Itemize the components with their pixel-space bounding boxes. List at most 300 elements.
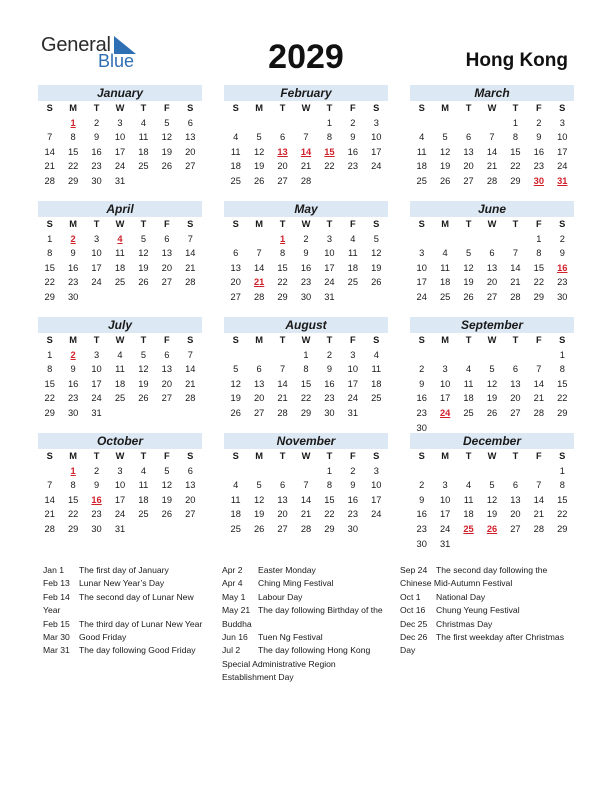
day-cell: 22 — [510, 161, 521, 172]
day-cell: 22 — [324, 161, 335, 172]
holiday-date: Mar 31 — [43, 645, 70, 656]
day-cell: 29 — [44, 291, 55, 302]
logo-blue-text: Blue — [98, 51, 135, 71]
day-cell: 14 — [185, 364, 196, 375]
weekday-header: T — [93, 103, 100, 113]
day-cell: 9 — [419, 378, 425, 389]
day-cell: 8 — [70, 132, 76, 143]
day-cell: 2 — [536, 117, 542, 128]
day-cell: 10 — [91, 364, 102, 375]
day-cell: 22 — [300, 393, 312, 404]
day-cell: 18 — [230, 509, 241, 520]
day-cell: 30 — [91, 523, 102, 534]
day-cell: 8 — [279, 248, 286, 259]
weekday-header: T — [93, 451, 100, 461]
day-cell: 10 — [371, 132, 382, 143]
holiday-name: The second day of Lunar New Year — [43, 591, 194, 616]
day-cell: 31 — [439, 538, 451, 549]
weekday-header: T — [326, 335, 333, 345]
month-title: June — [410, 201, 574, 217]
day-cell: 19 — [463, 277, 474, 288]
day-cell: 27 — [161, 393, 173, 404]
day-cell: 19 — [230, 393, 241, 404]
day-cell: 25 — [114, 393, 126, 404]
day-cell: 17 — [557, 146, 568, 157]
day-cell: 10 — [324, 248, 335, 259]
month-title: November — [224, 433, 388, 449]
day-cell: 29 — [533, 291, 545, 302]
weekday-header: S — [373, 219, 380, 229]
holiday-name: The first weekday after Christmas Day — [400, 632, 564, 656]
day-cell: 28 — [44, 175, 55, 186]
holiday-name: The day following Birthday of the Buddha — [222, 605, 383, 629]
month-days-grid — [38, 217, 202, 305]
day-cell: 3 — [442, 364, 448, 375]
day-cell: 24 — [347, 393, 359, 404]
day-cell: 2 — [559, 233, 565, 244]
empty-day-cell — [247, 464, 270, 479]
day-cell: 10 — [439, 494, 451, 505]
holiday-list-item — [222, 644, 392, 684]
day-cell: 14 — [44, 146, 55, 157]
day-cell: 19 — [439, 161, 451, 172]
day-cell: 2 — [350, 465, 356, 476]
day-cell: 21 — [300, 161, 312, 172]
day-cell: 20 — [510, 393, 521, 404]
weekday-header: S — [46, 335, 53, 345]
weekday-header: W — [301, 451, 311, 461]
holiday-name: National Day — [436, 591, 486, 602]
weekday-header: S — [187, 335, 194, 345]
month-may — [224, 201, 388, 305]
day-cell: 5 — [256, 132, 262, 143]
month-title: February — [224, 85, 388, 101]
day-cell: 11 — [463, 378, 474, 389]
weekday-header: F — [164, 103, 170, 113]
day-cell: 2 — [419, 480, 425, 491]
day-cell: 16 — [300, 262, 312, 273]
holiday-day-cell: 16 — [557, 262, 568, 273]
weekday-header: M — [69, 219, 77, 229]
day-cell: 26 — [230, 407, 241, 418]
holiday-date: May 1 — [222, 591, 246, 602]
day-cell: 4 — [373, 349, 379, 360]
day-cell: 23 — [300, 277, 312, 288]
day-cell: 13 — [277, 494, 288, 505]
holiday-name: The third day of Lunar New Year — [79, 618, 203, 629]
holiday-list-item — [222, 631, 392, 644]
weekday-header: S — [559, 335, 566, 345]
day-cell: 28 — [185, 393, 196, 404]
day-cell: 29 — [277, 291, 288, 302]
day-cell: 12 — [230, 378, 241, 389]
holiday-date: Mar 30 — [43, 632, 70, 643]
holiday-day-cell: 31 — [557, 175, 568, 186]
day-cell: 14 — [44, 494, 55, 505]
day-cell: 18 — [463, 393, 474, 404]
day-cell: 16 — [347, 494, 359, 505]
weekday-header: F — [350, 219, 356, 229]
holiday-day-cell: 1 — [70, 465, 76, 476]
weekday-header: M — [255, 451, 263, 461]
day-cell: 19 — [138, 262, 149, 273]
empty-day-cell — [224, 348, 247, 363]
empty-day-cell — [504, 464, 527, 479]
empty-day-cell — [294, 116, 317, 131]
day-cell: 1 — [536, 233, 542, 244]
empty-day-cell — [38, 464, 61, 479]
weekday-header: T — [279, 219, 286, 229]
day-cell: 19 — [253, 161, 265, 172]
day-cell: 4 — [419, 132, 425, 143]
month-february — [224, 85, 388, 189]
weekday-header: T — [140, 219, 147, 229]
day-cell: 7 — [303, 480, 309, 491]
weekday-header: M — [441, 219, 449, 229]
day-cell: 14 — [185, 248, 196, 259]
weekday-header: W — [301, 335, 311, 345]
empty-day-cell — [294, 464, 317, 479]
month-days-grid — [224, 333, 388, 421]
day-cell: 4 — [140, 465, 146, 476]
holiday-name: Ching Ming Festival — [258, 578, 334, 589]
day-cell: 18 — [416, 161, 427, 172]
month-title: July — [38, 317, 202, 333]
day-cell: 13 — [230, 262, 241, 273]
weekday-header: T — [140, 451, 147, 461]
holiday-day-cell: 2 — [70, 233, 76, 244]
day-cell: 13 — [161, 248, 173, 259]
weekday-header: M — [255, 335, 263, 345]
empty-day-cell — [271, 348, 294, 363]
day-cell: 7 — [187, 233, 193, 244]
day-cell: 1 — [512, 117, 518, 128]
holiday-day-cell: 2 — [70, 349, 76, 360]
day-cell: 28 — [533, 407, 545, 418]
day-cell: 29 — [557, 407, 568, 418]
day-cell: 6 — [512, 480, 518, 491]
day-cell: 9 — [536, 132, 542, 143]
day-cell: 17 — [371, 146, 382, 157]
empty-day-cell — [457, 464, 480, 479]
weekday-header: M — [441, 335, 449, 345]
day-cell: 14 — [253, 262, 265, 273]
day-cell: 13 — [253, 378, 265, 389]
day-cell: 11 — [230, 146, 241, 157]
month-title: August — [224, 317, 388, 333]
day-cell: 17 — [91, 378, 102, 389]
empty-day-cell — [224, 464, 247, 479]
holiday-day-cell: 4 — [117, 233, 123, 244]
weekday-header: T — [465, 451, 472, 461]
month-july — [38, 317, 202, 421]
weekday-header: S — [232, 219, 239, 229]
empty-day-cell — [527, 348, 550, 363]
day-cell: 30 — [324, 407, 335, 418]
day-cell: 18 — [230, 161, 241, 172]
month-april — [38, 201, 202, 305]
day-cell: 13 — [185, 132, 196, 143]
weekday-header: T — [279, 451, 286, 461]
day-cell: 6 — [256, 364, 262, 375]
weekday-header: T — [326, 219, 333, 229]
day-cell: 7 — [187, 349, 193, 360]
day-cell: 10 — [371, 480, 382, 491]
day-cell: 6 — [279, 132, 286, 143]
month-june — [410, 201, 574, 305]
day-cell: 21 — [185, 378, 196, 389]
weekday-header: S — [418, 103, 425, 113]
country-name: Hong Kong — [465, 50, 568, 71]
day-cell: 15 — [67, 146, 79, 157]
day-cell: 20 — [185, 146, 196, 157]
day-cell: 23 — [324, 393, 335, 404]
weekday-header: T — [93, 219, 100, 229]
day-cell: 19 — [161, 494, 173, 505]
day-cell: 22 — [67, 509, 79, 520]
day-cell: 20 — [277, 161, 288, 172]
day-cell: 9 — [93, 132, 100, 143]
day-cell: 24 — [371, 161, 382, 172]
empty-day-cell — [504, 348, 527, 363]
holiday-name: Tuen Ng Festival — [258, 632, 323, 643]
holiday-day-cell: 15 — [324, 146, 335, 157]
day-cell: 23 — [67, 277, 79, 288]
day-cell: 29 — [67, 175, 79, 186]
day-cell: 5 — [164, 117, 170, 128]
day-cell: 10 — [557, 132, 568, 143]
day-cell: 27 — [277, 523, 288, 534]
day-cell: 16 — [67, 378, 79, 389]
day-cell: 11 — [115, 364, 125, 375]
day-cell: 21 — [486, 161, 498, 172]
day-cell: 6 — [489, 248, 495, 259]
day-cell: 11 — [230, 494, 241, 505]
day-cell: 11 — [138, 480, 149, 491]
day-cell: 27 — [161, 277, 173, 288]
day-cell: 25 — [347, 277, 359, 288]
day-cell: 14 — [300, 494, 312, 505]
holiday-date: Feb 13 — [43, 578, 70, 589]
day-cell: 3 — [117, 117, 123, 128]
day-cell: 2 — [350, 117, 356, 128]
holiday-list-item — [43, 631, 213, 644]
holiday-day-cell: 30 — [533, 175, 545, 186]
weekday-header: F — [164, 335, 170, 345]
day-cell: 25 — [439, 291, 451, 302]
day-cell: 3 — [373, 117, 379, 128]
holiday-list-item — [43, 644, 213, 657]
weekday-header: S — [418, 451, 425, 461]
month-title: March — [410, 85, 574, 101]
day-cell: 6 — [164, 349, 170, 360]
day-cell: 4 — [233, 480, 239, 491]
holiday-date: Jun 16 — [222, 632, 248, 643]
weekday-header: F — [536, 335, 542, 345]
day-cell: 25 — [371, 393, 382, 404]
day-cell: 22 — [67, 161, 79, 172]
day-cell: 20 — [253, 393, 265, 404]
day-cell: 30 — [300, 291, 312, 302]
holiday-day-cell: 13 — [277, 146, 288, 157]
month-days-grid — [38, 449, 202, 537]
day-cell: 9 — [93, 480, 100, 491]
day-cell: 25 — [138, 509, 149, 520]
holiday-list-column-2 — [222, 564, 392, 685]
holiday-date: Dec 26 — [400, 632, 428, 643]
weekday-header: S — [418, 335, 425, 345]
day-cell: 9 — [350, 132, 356, 143]
empty-day-cell — [247, 232, 270, 247]
day-cell: 6 — [187, 465, 193, 476]
day-cell: 3 — [559, 117, 565, 128]
day-cell: 12 — [463, 262, 474, 273]
day-cell: 9 — [70, 248, 76, 259]
weekday-header: S — [418, 219, 425, 229]
day-cell: 19 — [486, 393, 498, 404]
day-cell: 8 — [326, 132, 332, 143]
day-cell: 17 — [347, 378, 359, 389]
holiday-list-item — [400, 618, 572, 631]
day-cell: 25 — [138, 161, 149, 172]
page-title-year: 2029 — [268, 38, 344, 76]
day-cell: 17 — [91, 262, 102, 273]
month-title: January — [38, 85, 202, 101]
weekday-header: T — [512, 219, 519, 229]
month-title: December — [410, 433, 574, 449]
day-cell: 30 — [557, 291, 568, 302]
empty-day-cell — [433, 464, 456, 479]
day-cell: 1 — [559, 465, 565, 476]
weekday-header: S — [559, 451, 566, 461]
day-cell: 22 — [277, 277, 288, 288]
day-cell: 11 — [138, 132, 149, 143]
day-cell: 26 — [138, 393, 149, 404]
day-cell: 24 — [324, 277, 335, 288]
day-cell: 18 — [463, 509, 474, 520]
empty-day-cell — [410, 116, 433, 131]
empty-day-cell — [410, 464, 433, 479]
day-cell: 12 — [486, 494, 498, 505]
day-cell: 12 — [161, 132, 173, 143]
day-cell: 23 — [416, 523, 427, 534]
day-cell: 13 — [510, 494, 521, 505]
weekday-header: W — [487, 103, 497, 113]
day-cell: 3 — [326, 233, 332, 244]
day-cell: 3 — [117, 465, 123, 476]
day-cell: 21 — [300, 509, 312, 520]
month-title: April — [38, 201, 202, 217]
day-cell: 30 — [67, 407, 79, 418]
month-days-grid — [38, 101, 202, 189]
day-cell: 12 — [253, 146, 265, 157]
day-cell: 27 — [486, 291, 498, 302]
day-cell: 6 — [187, 117, 193, 128]
day-cell: 28 — [486, 175, 498, 186]
day-cell: 17 — [439, 393, 451, 404]
day-cell: 23 — [557, 277, 568, 288]
day-cell: 3 — [419, 248, 425, 259]
weekday-header: T — [140, 335, 147, 345]
day-cell: 1 — [559, 349, 565, 360]
day-cell: 12 — [486, 378, 498, 389]
holiday-day-cell: 21 — [253, 277, 265, 288]
weekday-header: T — [465, 335, 472, 345]
day-cell: 5 — [233, 364, 239, 375]
day-cell: 5 — [373, 233, 379, 244]
day-cell: 1 — [326, 465, 332, 476]
day-cell: 11 — [348, 248, 358, 259]
day-cell: 16 — [416, 393, 427, 404]
holiday-day-cell: 26 — [486, 523, 498, 534]
day-cell: 20 — [510, 509, 521, 520]
weekday-header: M — [69, 103, 77, 113]
weekday-header: W — [487, 335, 497, 345]
day-cell: 2 — [93, 117, 100, 128]
day-cell: 10 — [347, 364, 359, 375]
holiday-day-cell: 25 — [463, 523, 474, 534]
month-march — [410, 85, 574, 189]
day-cell: 28 — [277, 407, 288, 418]
weekday-header: T — [512, 335, 519, 345]
holiday-date: Apr 2 — [222, 565, 243, 575]
weekday-header: S — [187, 103, 194, 113]
day-cell: 10 — [439, 378, 451, 389]
day-cell: 28 — [44, 523, 55, 534]
day-cell: 10 — [416, 262, 427, 273]
month-days-grid — [410, 449, 574, 551]
empty-day-cell — [457, 116, 480, 131]
day-cell: 14 — [277, 378, 288, 389]
day-cell: 8 — [303, 364, 309, 375]
holiday-list-item — [400, 564, 572, 591]
empty-day-cell — [457, 232, 480, 247]
day-cell: 26 — [371, 277, 382, 288]
weekday-header: F — [350, 103, 356, 113]
weekday-header: S — [559, 103, 566, 113]
empty-day-cell — [480, 232, 503, 247]
day-cell: 19 — [486, 509, 498, 520]
day-cell: 5 — [164, 465, 170, 476]
day-cell: 15 — [533, 262, 545, 273]
day-cell: 20 — [185, 494, 196, 505]
day-cell: 5 — [442, 132, 448, 143]
weekday-header: S — [373, 103, 380, 113]
day-cell: 28 — [510, 291, 521, 302]
empty-day-cell — [224, 232, 247, 247]
day-cell: 18 — [138, 494, 149, 505]
day-cell: 14 — [533, 494, 545, 505]
month-days-grid — [410, 101, 574, 189]
month-august — [224, 317, 388, 421]
day-cell: 21 — [185, 262, 196, 273]
empty-day-cell — [410, 232, 433, 247]
empty-day-cell — [224, 116, 247, 131]
day-cell: 1 — [47, 349, 53, 360]
month-title: May — [224, 201, 388, 217]
day-cell: 16 — [533, 146, 545, 157]
month-november — [224, 433, 388, 537]
day-cell: 6 — [512, 364, 518, 375]
weekday-header: S — [46, 451, 53, 461]
weekday-header: T — [279, 335, 286, 345]
day-cell: 30 — [347, 523, 359, 534]
day-cell: 15 — [67, 494, 79, 505]
holiday-date: Dec 25 — [400, 618, 428, 629]
day-cell: 12 — [371, 248, 382, 259]
holiday-list-item — [222, 591, 392, 604]
day-cell: 3 — [442, 480, 448, 491]
